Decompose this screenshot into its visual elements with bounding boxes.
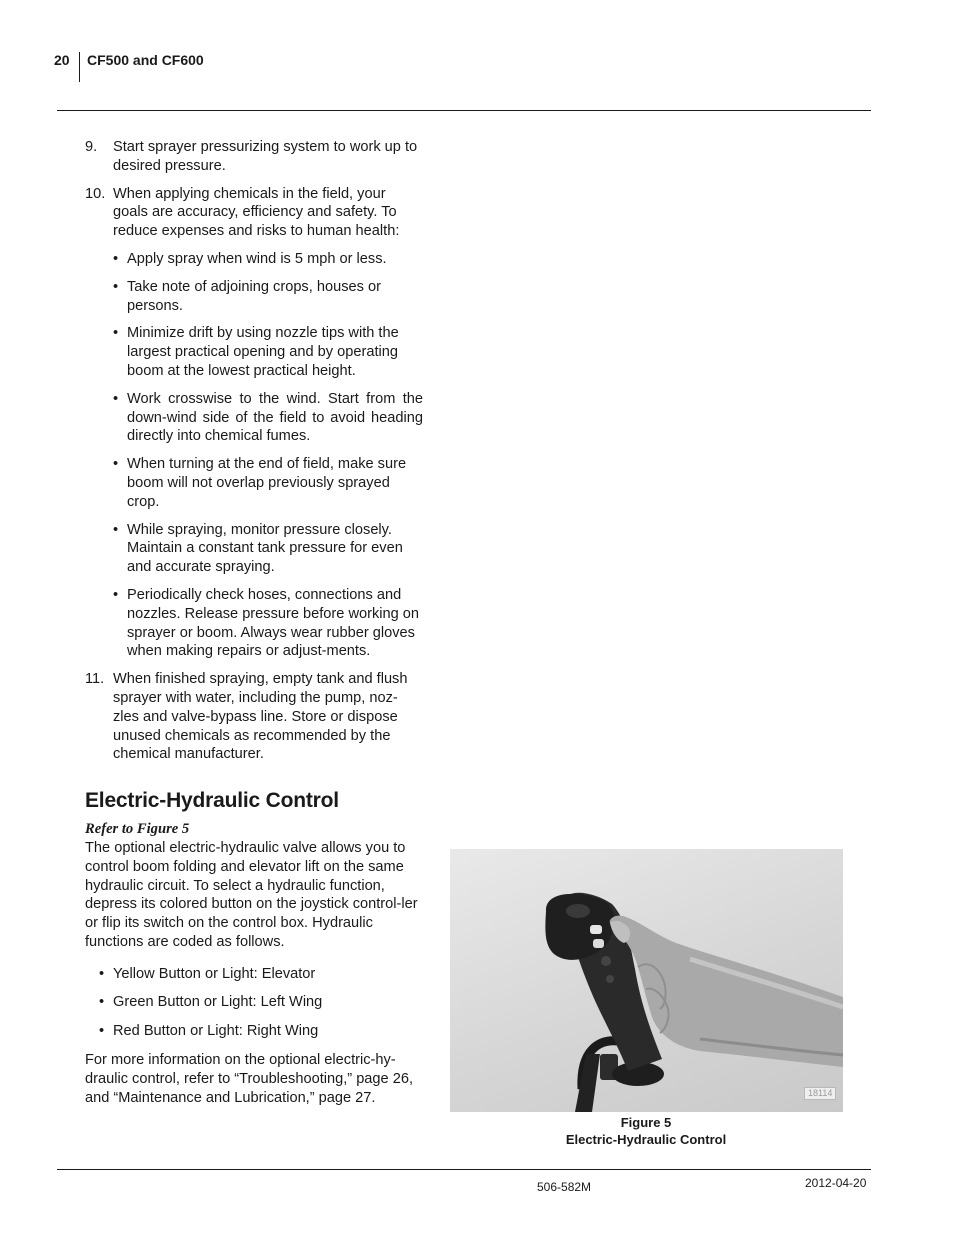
list-item: • Periodically check hoses, connections and nozzles. Release pressure before working on sprayer or boom. Always wear rubber gloves when making repairs or adjust-ments. bbox=[113, 586, 423, 661]
list-item: • Work crosswise to the wind. Start from the down-wind side of the field to avoid heading directly into chemical fumes. bbox=[113, 390, 423, 446]
manual-title: CF500 and CF600 bbox=[87, 52, 204, 68]
joystick-illustration bbox=[450, 849, 843, 1112]
safety-tips-list bbox=[113, 250, 423, 661]
page-number: 20 bbox=[54, 52, 70, 68]
step-10 bbox=[85, 185, 423, 662]
procedure-steps bbox=[85, 138, 423, 764]
header-divider bbox=[79, 52, 80, 82]
figure-caption bbox=[450, 1114, 842, 1148]
document-number: 506-582M bbox=[537, 1180, 592, 1194]
figure-reference: Refer to Figure 5 bbox=[85, 821, 190, 838]
list-item: • Minimize drift by using nozzle tips with the largest practical opening and by operating boom at the lowest practical height. bbox=[113, 324, 423, 380]
joystick-photo bbox=[450, 849, 843, 1112]
step-11 bbox=[85, 670, 423, 764]
image-number: 18114 bbox=[804, 1087, 836, 1100]
step-number: 11. bbox=[85, 671, 105, 688]
footer-rule bbox=[57, 1169, 871, 1170]
list-item: • Red Button or Light: Right Wing bbox=[85, 1022, 423, 1041]
list-item: • Yellow Button or Light: Elevator bbox=[85, 965, 423, 984]
revision-date: 2012-04-20 bbox=[805, 1176, 867, 1190]
step-9 bbox=[85, 138, 423, 176]
step-text: When applying chemicals in the field, your goals are accuracy, efficiency and safety. To reduce expenses and risks to human health: bbox=[113, 185, 400, 240]
list-item: • Apply spray when wind is 5 mph or less. bbox=[113, 250, 423, 269]
list-item: • Take note of adjoining crops, houses or persons. bbox=[113, 278, 423, 316]
list-item: • When turning at the end of field, make sure boom will not overlap previously sprayed crop. bbox=[113, 455, 423, 511]
function-codes-list bbox=[85, 965, 423, 1041]
step-text: Start sprayer pressurizing system to work up to desired pressure. bbox=[113, 139, 418, 174]
text-column bbox=[85, 138, 423, 1107]
figure-title: Electric-Hydraulic Control bbox=[565, 1132, 727, 1147]
intro-paragraph: The optional electric-hydraulic valve allows you to control boom folding and elevator lift on the same hydraulic circuit. To select a hydraulic function, depress its colored button on the joystick control-ler or flip its switch on the control box. Hydraulic functions are coded as follows. bbox=[85, 839, 418, 950]
step-text: When finished spraying, empty tank and flush sprayer with water, including the pump, noz-zles and valve-bypass line. Store or dispose unused chemicals as recommended by the chemical manufacturer. bbox=[113, 671, 408, 763]
header-rule bbox=[57, 110, 871, 111]
step-number: 10. bbox=[85, 185, 106, 202]
step-number: 9. bbox=[85, 139, 98, 155]
more-info-paragraph: For more information on the optional electric-hy-draulic control, refer to “Troubleshooting,” page 26, and “Maintenance and Lubrication,” page 27. bbox=[85, 1052, 413, 1106]
section-heading: Electric-Hydraulic Control bbox=[85, 789, 339, 813]
figure-label: Figure 5 bbox=[620, 1115, 672, 1130]
list-item: • While spraying, monitor pressure closely. Maintain a constant tank pressure for even and accurate spraying. bbox=[113, 521, 423, 577]
list-item: • Green Button or Light: Left Wing bbox=[85, 993, 423, 1012]
